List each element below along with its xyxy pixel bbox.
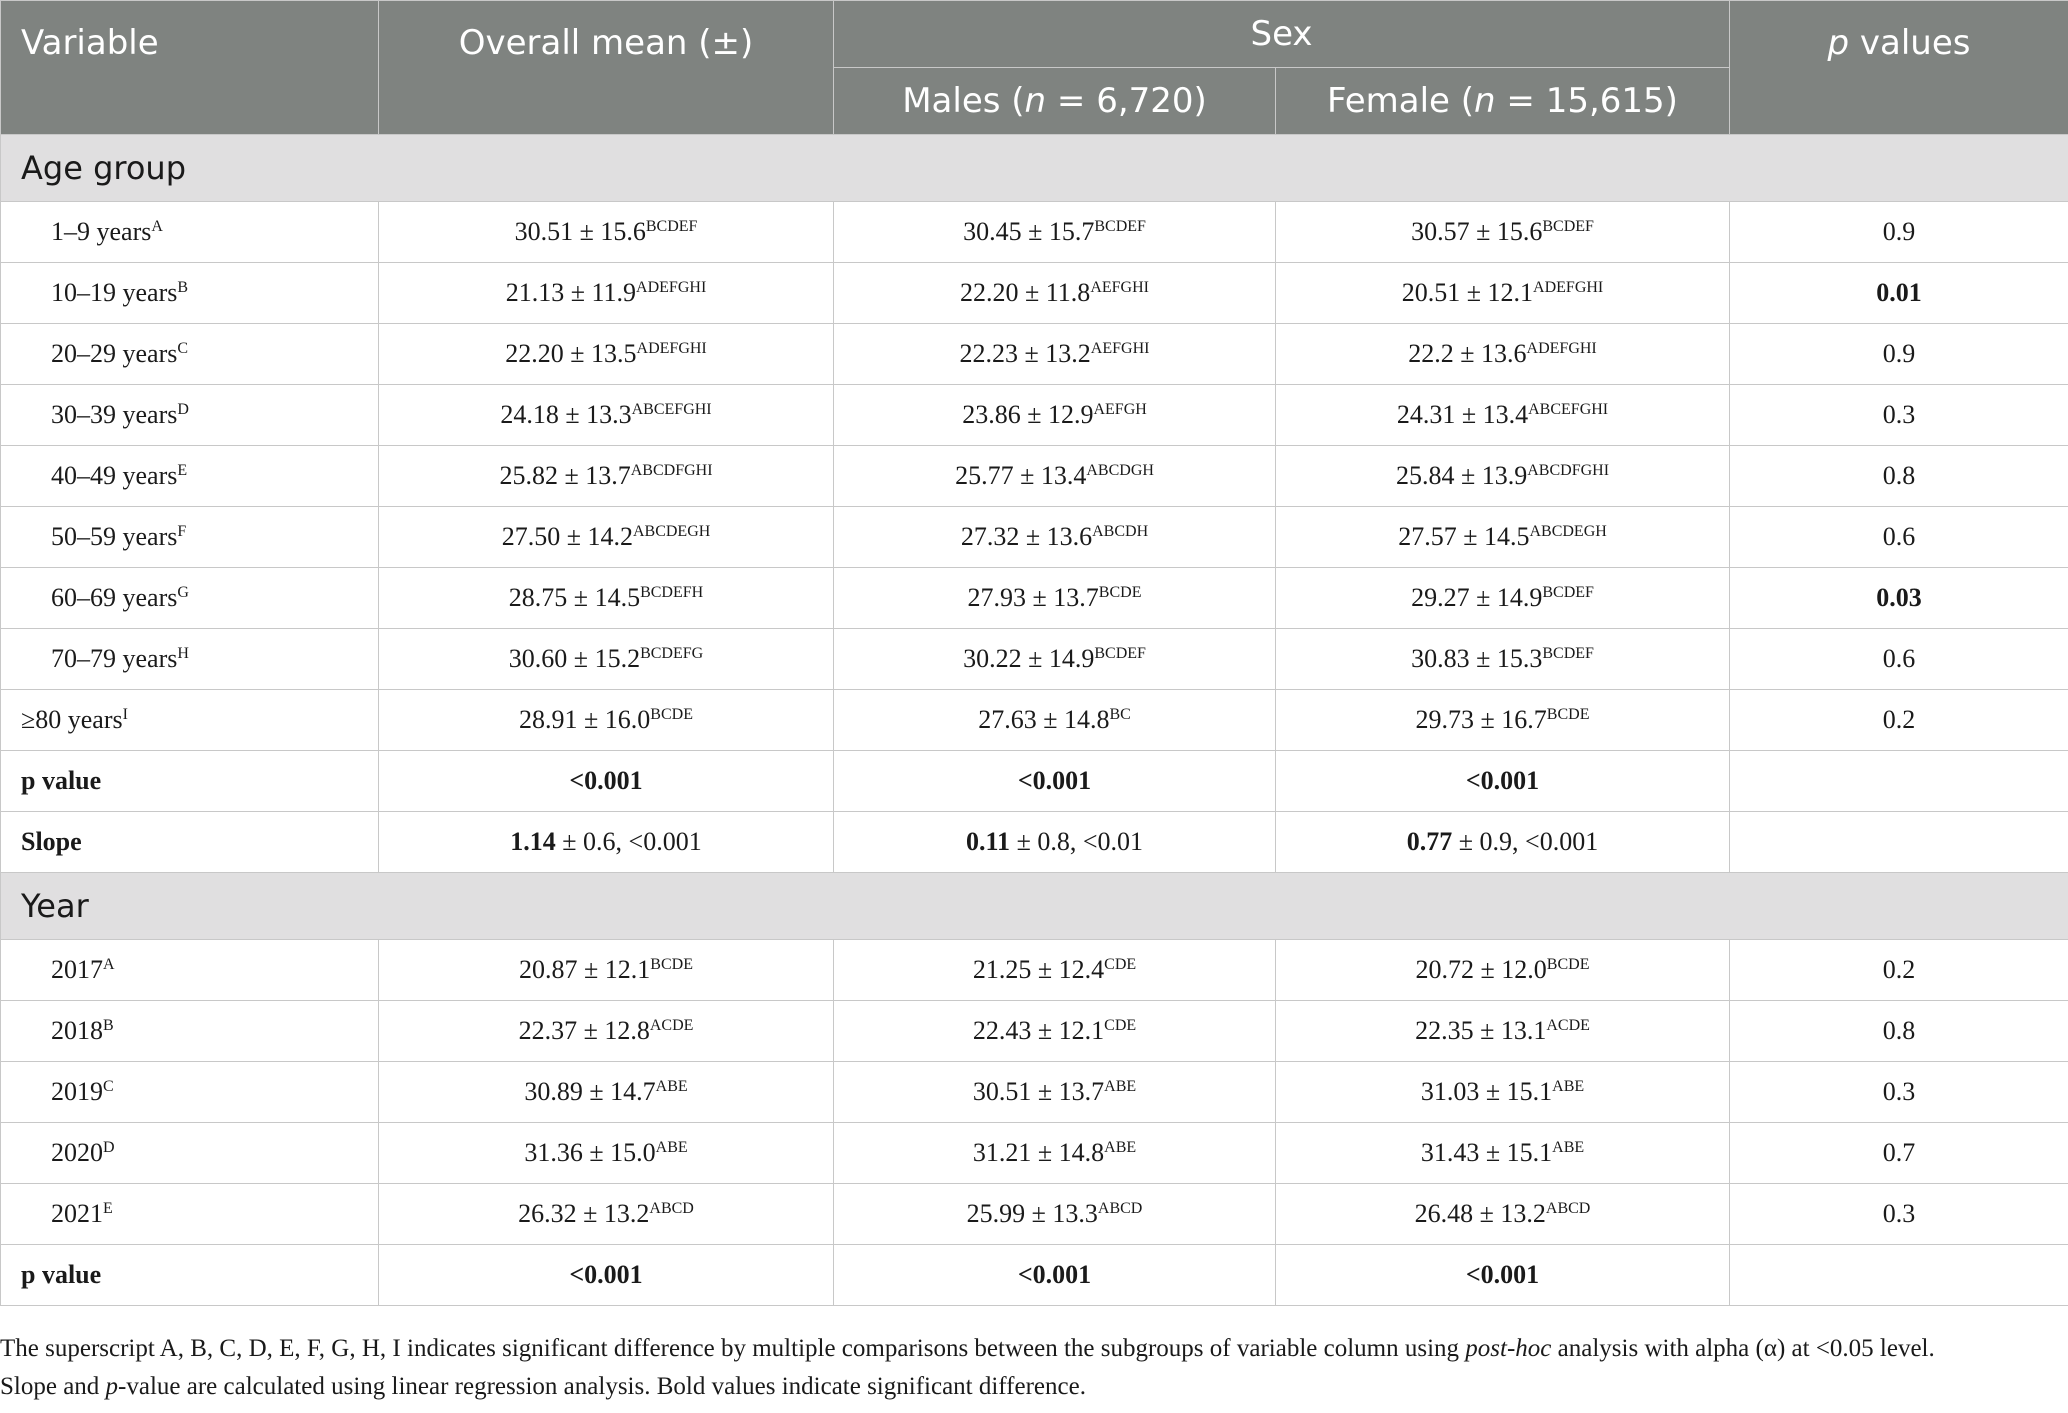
female-cell-superscript: ADEFGHI	[1533, 279, 1604, 296]
female-cell-value: 30.57 ± 15.6	[1411, 217, 1543, 246]
p-value-cell: 0.6	[1730, 629, 2068, 690]
overall-mean-cell	[379, 1062, 834, 1123]
variable-cell	[1, 202, 379, 263]
female-cell-value: 26.48 ± 13.2	[1414, 1199, 1546, 1228]
overall-mean-cell	[379, 568, 834, 629]
table-row	[1, 940, 2068, 1001]
males-cell-superscript: AEFGHI	[1090, 279, 1149, 296]
female-cell	[1276, 507, 1730, 568]
female-cell-value: 27.57 ± 14.5	[1398, 522, 1530, 551]
table-row	[1, 263, 2068, 324]
female-p-value: <0.001	[1276, 1245, 1730, 1306]
overall-mean-cell-value: 22.37 ± 12.8	[518, 1016, 650, 1045]
males-cell-value: 25.99 ± 13.3	[966, 1199, 1098, 1228]
p-value-cell: 0.8	[1730, 446, 2068, 507]
overall-mean-cell-value: 22.20 ± 13.5	[505, 339, 637, 368]
overall-mean-cell-superscript: BCDEF	[645, 218, 698, 235]
males-cell-value: 27.93 ± 13.7	[967, 583, 1099, 612]
variable-superscript: E	[103, 1200, 113, 1217]
footnote	[0, 1330, 2060, 1406]
males-cell	[834, 507, 1276, 568]
table-row	[1, 1001, 2068, 1062]
female-cell	[1276, 1062, 1730, 1123]
males-cell-value: 21.25 ± 12.4	[972, 955, 1105, 984]
female-slope-detail: ± 0.9, <0.001	[1452, 827, 1599, 856]
p-value-cell: 0.01	[1730, 263, 2068, 324]
header-sex: Sex	[834, 1, 1730, 68]
table-row	[1, 690, 2068, 751]
female-cell-superscript: BCDE	[1546, 956, 1590, 973]
males-cell	[834, 1123, 1276, 1184]
table-row	[1, 507, 2068, 568]
female-p-value: <0.001	[1276, 751, 1730, 812]
variable-cell	[1, 385, 379, 446]
males-cell-superscript: BCDEF	[1094, 645, 1146, 662]
overall-mean-cell-superscript: ADEFGHI	[636, 279, 707, 296]
overall-mean-cell	[379, 446, 834, 507]
female-cell-superscript: ACDE	[1546, 1017, 1590, 1034]
males-slope-detail: ± 0.8, <0.01	[1010, 827, 1143, 856]
header-males: Males (n = 6,720)	[834, 68, 1276, 135]
males-cell	[834, 385, 1276, 446]
males-cell-superscript: BC	[1109, 706, 1131, 723]
p-value-cell: 0.2	[1730, 940, 2068, 1001]
males-cell-value: 30.22 ± 14.9	[963, 644, 1095, 673]
table-row	[1, 324, 2068, 385]
variable-cell	[1, 324, 379, 385]
p-value-cell: 0.3	[1730, 1184, 2068, 1245]
variable-superscript: E	[177, 462, 188, 479]
slope-label: Slope	[1, 812, 379, 873]
variable-label: ≥80 years	[21, 705, 123, 734]
variable-label: 2018	[51, 1016, 103, 1045]
section-title: Age group	[1, 135, 2068, 202]
overall-mean-cell	[379, 324, 834, 385]
female-cell	[1276, 568, 1730, 629]
variable-label: 1–9 years	[51, 217, 152, 246]
empty-cell	[1730, 1245, 2068, 1306]
variable-label: 60–69 years	[51, 583, 178, 612]
female-slope	[1276, 812, 1730, 873]
table-row	[1, 568, 2068, 629]
overall-mean-cell	[379, 1001, 834, 1062]
males-cell-superscript: AEFGHI	[1090, 340, 1150, 357]
males-slope	[834, 812, 1276, 873]
overall-mean-cell-value: 30.60 ± 15.2	[508, 644, 641, 673]
variable-superscript: C	[177, 340, 189, 357]
female-cell-superscript: ABE	[1552, 1139, 1585, 1156]
female-cell-value: 20.51 ± 12.1	[1401, 278, 1534, 307]
female-cell-value: 29.27 ± 14.9	[1411, 583, 1543, 612]
overall-mean-cell-superscript: BCDEFH	[640, 584, 704, 601]
variable-superscript: G	[177, 584, 189, 601]
female-cell-value: 29.73 ± 16.7	[1415, 705, 1547, 734]
female-slope-estimate: 0.77	[1406, 827, 1453, 856]
overall-slope-detail: ± 0.6, <0.001	[555, 827, 702, 856]
female-cell-value: 20.72 ± 12.0	[1415, 955, 1547, 984]
variable-cell	[1, 1184, 379, 1245]
males-cell-superscript: CDE	[1104, 956, 1137, 973]
overall-p-value: <0.001	[379, 751, 834, 812]
variable-cell	[1, 940, 379, 1001]
female-cell-superscript: ABCDFGHI	[1527, 462, 1610, 479]
variable-superscript: H	[177, 645, 189, 662]
female-cell	[1276, 1123, 1730, 1184]
header-female: Female (n = 15,615)	[1276, 68, 1730, 135]
variable-superscript: C	[103, 1078, 114, 1095]
variable-label: 2017	[51, 955, 103, 984]
variable-cell	[1, 629, 379, 690]
males-cell-superscript: ABCD	[1097, 1200, 1143, 1217]
overall-mean-cell	[379, 507, 834, 568]
variable-label: 40–49 years	[51, 461, 178, 490]
males-cell-value: 22.23 ± 13.2	[959, 339, 1091, 368]
female-cell-value: 30.83 ± 15.3	[1411, 644, 1543, 673]
variable-label: 20–29 years	[51, 339, 178, 368]
variable-label: 30–39 years	[51, 400, 178, 429]
female-cell-value: 25.84 ± 13.9	[1395, 461, 1528, 490]
p-value-cell: 0.2	[1730, 690, 2068, 751]
variable-superscript: D	[177, 401, 189, 418]
table-row	[1, 1184, 2068, 1245]
section-title: Year	[1, 873, 2068, 940]
variable-cell	[1, 1001, 379, 1062]
female-cell-value: 22.2 ± 13.6	[1408, 339, 1527, 368]
overall-mean-cell-value: 31.36 ± 15.0	[524, 1138, 656, 1167]
header-p-values: p values	[1730, 1, 2068, 135]
males-cell-value: 25.77 ± 13.4	[955, 461, 1087, 490]
female-cell-value: 31.43 ± 15.1	[1420, 1138, 1553, 1167]
overall-mean-cell-superscript: ABCEFGHI	[631, 401, 712, 418]
female-cell	[1276, 940, 1730, 1001]
female-cell	[1276, 202, 1730, 263]
overall-mean-cell	[379, 629, 834, 690]
males-cell-value: 30.45 ± 15.7	[963, 217, 1095, 246]
overall-mean-cell	[379, 940, 834, 1001]
overall-p-value: <0.001	[379, 1245, 834, 1306]
female-cell	[1276, 324, 1730, 385]
female-cell	[1276, 446, 1730, 507]
males-cell-value: 31.21 ± 14.8	[972, 1138, 1105, 1167]
variable-cell	[1, 263, 379, 324]
males-cell-value: 27.32 ± 13.6	[960, 522, 1093, 551]
table-row	[1, 1062, 2068, 1123]
males-cell-superscript: CDE	[1104, 1017, 1137, 1034]
males-cell	[834, 1062, 1276, 1123]
overall-mean-cell-superscript: ABE	[655, 1078, 688, 1095]
males-cell	[834, 263, 1276, 324]
overall-mean-cell-value: 30.51 ± 15.6	[514, 217, 646, 246]
males-cell	[834, 1184, 1276, 1245]
variable-superscript: D	[103, 1139, 115, 1156]
overall-mean-cell-value: 20.87 ± 12.1	[519, 955, 651, 984]
males-p-value: <0.001	[834, 1245, 1276, 1306]
overall-mean-cell-value: 28.75 ± 14.5	[508, 583, 641, 612]
males-cell	[834, 568, 1276, 629]
p-value-cell: 0.8	[1730, 1001, 2068, 1062]
female-cell-value: 22.35 ± 13.1	[1415, 1016, 1547, 1045]
p-value-cell: 0.03	[1730, 568, 2068, 629]
female-cell-superscript: ABCDEGH	[1529, 523, 1607, 540]
overall-slope	[379, 812, 834, 873]
p-value-label: p value	[1, 751, 379, 812]
variable-cell	[1, 507, 379, 568]
footnote-line-2: Slope and p-value are calculated using linear regression analysis. Bold values indicate significant difference.	[0, 1373, 1086, 1400]
overall-mean-cell-value: 26.32 ± 13.2	[518, 1199, 650, 1228]
overall-mean-cell	[379, 202, 834, 263]
males-cell-value: 30.51 ± 13.7	[972, 1077, 1105, 1106]
overall-mean-cell-superscript: BCDE	[650, 706, 693, 723]
males-p-value: <0.001	[834, 751, 1276, 812]
males-cell-superscript: ABCDH	[1092, 523, 1149, 540]
overall-mean-cell-superscript: ABE	[655, 1139, 688, 1156]
table-body	[1, 135, 2068, 1306]
female-cell-superscript: ADEFGHI	[1526, 340, 1597, 357]
variable-superscript: A	[151, 218, 163, 235]
males-cell	[834, 1001, 1276, 1062]
female-cell-superscript: BCDEF	[1542, 218, 1594, 235]
overall-mean-cell-superscript: ACDE	[649, 1017, 694, 1034]
female-cell	[1276, 1184, 1730, 1245]
overall-mean-cell-superscript: ABCDFGHI	[630, 462, 713, 479]
males-cell-superscript: ABE	[1104, 1139, 1137, 1156]
variable-superscript: I	[122, 706, 128, 723]
table-row	[1, 1123, 2068, 1184]
table-row	[1, 446, 2068, 507]
variable-cell	[1, 568, 379, 629]
slope-row	[1, 812, 2068, 873]
p-value-cell: 0.9	[1730, 324, 2068, 385]
variable-superscript: B	[103, 1017, 114, 1034]
overall-mean-cell	[379, 385, 834, 446]
overall-mean-cell-value: 30.89 ± 14.7	[524, 1077, 656, 1106]
p-value-row	[1, 1245, 2068, 1306]
overall-mean-cell-superscript: BCDE	[650, 956, 693, 973]
female-cell-superscript: ABCEFGHI	[1528, 401, 1609, 418]
female-cell-superscript: BCDE	[1546, 706, 1590, 723]
overall-mean-cell-value: 27.50 ± 14.2	[501, 522, 633, 551]
p-value-cell: 0.3	[1730, 385, 2068, 446]
header-overall-mean: Overall mean (±)	[379, 1, 834, 135]
males-cell	[834, 324, 1276, 385]
males-cell	[834, 940, 1276, 1001]
variable-cell	[1, 1062, 379, 1123]
males-cell	[834, 629, 1276, 690]
males-slope-estimate: 0.11	[965, 827, 1011, 856]
variable-label: 2020	[51, 1138, 103, 1167]
female-cell-superscript: ABCD	[1545, 1200, 1591, 1217]
female-cell-value: 24.31 ± 13.4	[1396, 400, 1529, 429]
female-cell-superscript: BCDEF	[1542, 645, 1594, 662]
variable-label: 50–59 years	[51, 522, 178, 551]
table-row	[1, 385, 2068, 446]
footnote-line-1: The superscript A, B, C, D, E, F, G, H, I indicates significant difference by multiple comparisons between the subgroups of variable column using post-hoc analysis with alpha (α) at <0.05 level.	[0, 1335, 1935, 1362]
overall-mean-cell-value: 24.18 ± 13.3	[500, 400, 632, 429]
males-cell-superscript: BCDEF	[1094, 218, 1146, 235]
female-cell-value: 31.03 ± 15.1	[1420, 1077, 1553, 1106]
overall-mean-cell-superscript: ABCDEGH	[632, 523, 711, 540]
males-cell-value: 27.63 ± 14.8	[978, 705, 1110, 734]
female-cell	[1276, 1001, 1730, 1062]
variable-superscript: F	[177, 523, 187, 540]
males-cell-value: 22.43 ± 12.1	[972, 1016, 1105, 1045]
males-cell-superscript: ABCDGH	[1086, 462, 1154, 479]
female-cell	[1276, 629, 1730, 690]
males-cell-value: 22.20 ± 11.8	[960, 278, 1091, 307]
p-value-cell: 0.9	[1730, 202, 2068, 263]
males-cell-superscript: BCDE	[1098, 584, 1142, 601]
p-value-cell: 0.3	[1730, 1062, 2068, 1123]
section-header-row	[1, 135, 2068, 202]
female-cell-superscript: ABE	[1552, 1078, 1585, 1095]
section-header-row	[1, 873, 2068, 940]
empty-cell	[1730, 751, 2068, 812]
variable-label: 70–79 years	[51, 644, 178, 673]
variable-cell	[1, 690, 379, 751]
males-cell-superscript: ABE	[1104, 1078, 1137, 1095]
female-cell-superscript: BCDEF	[1542, 584, 1594, 601]
table-row	[1, 629, 2068, 690]
empty-cell	[1730, 812, 2068, 873]
males-cell	[834, 202, 1276, 263]
female-cell	[1276, 263, 1730, 324]
overall-mean-cell-value: 25.82 ± 13.7	[499, 461, 631, 490]
header-variable: Variable	[1, 1, 379, 135]
males-cell-superscript: AEFGH	[1093, 401, 1147, 418]
males-cell	[834, 690, 1276, 751]
female-cell	[1276, 690, 1730, 751]
variable-label: 2021	[51, 1199, 103, 1228]
overall-mean-cell-value: 21.13 ± 11.9	[505, 278, 637, 307]
males-cell-value: 23.86 ± 12.9	[962, 400, 1094, 429]
variable-cell	[1, 446, 379, 507]
overall-mean-cell-value: 28.91 ± 16.0	[519, 705, 651, 734]
variable-cell	[1, 1123, 379, 1184]
p-value-label: p value	[1, 1245, 379, 1306]
variable-superscript: B	[177, 279, 189, 296]
overall-mean-cell	[379, 1184, 834, 1245]
males-cell	[834, 446, 1276, 507]
overall-mean-cell	[379, 690, 834, 751]
table-row	[1, 202, 2068, 263]
variable-superscript: A	[103, 956, 115, 973]
variable-label: 2019	[51, 1077, 103, 1106]
overall-mean-cell-superscript: ABCD	[649, 1200, 694, 1217]
p-value-row	[1, 751, 2068, 812]
variable-label: 10–19 years	[51, 278, 178, 307]
overall-mean-cell-superscript: ADEFGHI	[636, 340, 707, 357]
overall-slope-estimate: 1.14	[510, 827, 556, 856]
overall-mean-cell-superscript: BCDEFG	[640, 645, 704, 662]
p-value-cell: 0.7	[1730, 1123, 2068, 1184]
overall-mean-cell	[379, 263, 834, 324]
p-value-cell: 0.6	[1730, 507, 2068, 568]
female-cell	[1276, 385, 1730, 446]
overall-mean-cell	[379, 1123, 834, 1184]
